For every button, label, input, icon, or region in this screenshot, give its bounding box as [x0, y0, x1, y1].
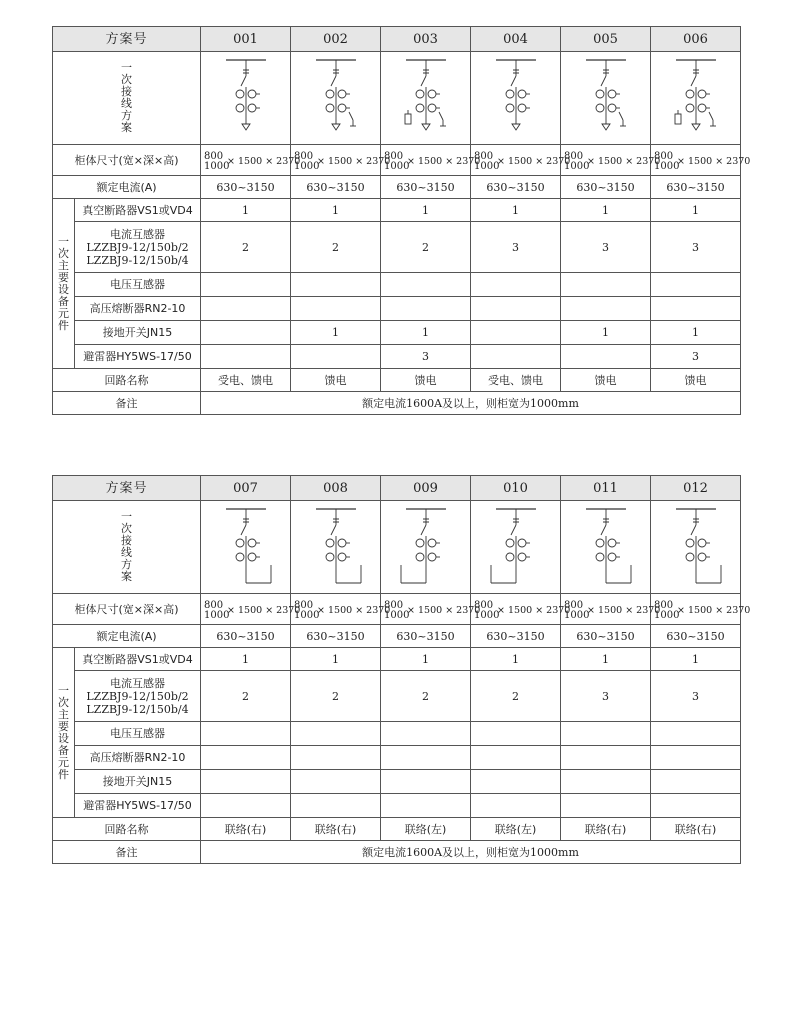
main-equipment-label-cell	[53, 199, 75, 369]
remark-label: 备注	[53, 392, 201, 415]
arrester-qty	[291, 345, 381, 369]
rated-current-label: 额定电流(A)	[53, 176, 201, 199]
ct-title: 电流互感器	[110, 227, 165, 241]
wiring-diagram	[651, 501, 741, 594]
ct-qty: 2	[201, 222, 291, 273]
equipment-row-fuse	[53, 297, 741, 321]
ct-qty: 3	[651, 222, 741, 273]
depth-height: × 1500 × 2370	[497, 605, 571, 616]
rated-current-value: 630~3150	[471, 176, 561, 199]
earth_switch-qty: 1	[381, 321, 471, 345]
cabinet-size-value	[201, 145, 301, 176]
width-800: 800	[204, 151, 224, 162]
arrester-qty: 3	[381, 345, 471, 369]
vt-qty	[651, 273, 741, 297]
width-800: 800	[294, 600, 314, 611]
equipment-row-vcb	[53, 648, 741, 671]
width-1000: 1000	[654, 610, 680, 621]
scheme-number: 001	[201, 27, 291, 52]
vcb-qty: 1	[651, 199, 741, 222]
circuit-name-label: 回路名称	[53, 818, 201, 841]
vcb-qty: 1	[651, 648, 741, 671]
vcb-qty: 1	[201, 199, 291, 222]
earth_switch-qty	[291, 770, 381, 794]
wiring-diagram	[291, 52, 381, 145]
width-800: 800	[474, 151, 494, 162]
remark-value: 额定电流1600A及以上，则柜宽为1000mm	[201, 841, 741, 864]
rated-current-value: 630~3150	[561, 625, 651, 648]
vcb-qty: 1	[471, 648, 561, 671]
rated-current-value: 630~3150	[381, 625, 471, 648]
ct-qty: 2	[381, 671, 471, 722]
arrester-qty	[381, 794, 471, 818]
circuit-name-value: 受电、馈电	[471, 369, 561, 392]
ct-model-1: LZZBJ9-12/150b/2	[86, 689, 189, 703]
arrester-qty	[291, 794, 381, 818]
scheme-number: 011	[561, 476, 651, 501]
circuit-name-value: 馈电	[291, 369, 381, 392]
wiring-diagram	[471, 501, 561, 594]
ct-qty: 2	[291, 222, 381, 273]
earth_switch-qty	[651, 770, 741, 794]
depth-height: × 1500 × 2370	[317, 605, 391, 616]
vcb-qty: 1	[561, 199, 651, 222]
ct-qty: 2	[381, 222, 471, 273]
rated-current-row	[53, 625, 741, 648]
vt-qty	[201, 722, 291, 746]
circuit-name-row	[53, 818, 741, 841]
vt-label: 电压互感器	[75, 722, 201, 746]
wiring-diagram	[471, 52, 561, 145]
wiring-diagram	[381, 501, 471, 594]
cabinet-size-row	[53, 145, 741, 176]
spec-table	[52, 475, 751, 864]
equipment-row-vcb	[53, 199, 741, 222]
width-1000: 1000	[384, 610, 410, 621]
depth-height: × 1500 × 2370	[587, 156, 661, 167]
earth_switch-qty: 1	[561, 321, 651, 345]
vt-label: 电压互感器	[75, 273, 201, 297]
equipment-row-earth_switch	[53, 770, 741, 794]
rated-current-label: 额定电流(A)	[53, 625, 201, 648]
rated-current-value: 630~3150	[651, 176, 741, 199]
single-line-diagram-icon	[211, 54, 281, 142]
fuse-qty	[291, 297, 381, 321]
cabinet-size-value	[381, 145, 481, 176]
rated-current-value: 630~3150	[201, 625, 291, 648]
vcb-qty: 1	[201, 648, 291, 671]
width-800: 800	[384, 151, 404, 162]
ct-qty: 2	[291, 671, 381, 722]
circuit-name-label: 回路名称	[53, 369, 201, 392]
ct-label	[75, 671, 201, 722]
diagram-row	[53, 501, 741, 594]
ct-model-2: LZZBJ9-12/150b/4	[86, 702, 189, 716]
vt-qty	[561, 722, 651, 746]
ct-model-1: LZZBJ9-12/150b/2	[86, 240, 189, 254]
single-line-diagram-icon	[301, 503, 371, 591]
single-line-diagram-icon	[391, 503, 461, 591]
fuse-qty	[381, 297, 471, 321]
earth_switch-qty	[471, 321, 561, 345]
scheme-number: 002	[291, 27, 381, 52]
remark-value: 额定电流1600A及以上，则柜宽为1000mm	[201, 392, 741, 415]
earth_switch-label: 接地开关JN15	[75, 321, 201, 345]
fuse-qty	[651, 297, 741, 321]
width-1000: 1000	[564, 161, 590, 172]
diagram-row	[53, 52, 741, 145]
circuit-name-value: 馈电	[381, 369, 471, 392]
vt-qty	[651, 722, 741, 746]
circuit-name-value: 联络(左)	[471, 818, 561, 841]
vcb-label: 真空断路器VS1或VD4	[75, 648, 201, 671]
rated-current-value: 630~3150	[201, 176, 291, 199]
fuse-qty	[471, 297, 561, 321]
rated-current-value: 630~3150	[291, 176, 381, 199]
wiring-diagram	[651, 52, 741, 145]
wiring-diagram	[561, 501, 651, 594]
main-equipment-label-cell	[53, 648, 75, 818]
wiring-diagram	[381, 52, 471, 145]
earth_switch-qty	[561, 770, 651, 794]
equipment-row-ct	[53, 222, 741, 273]
scheme-number: 012	[651, 476, 741, 501]
equipment-row-ct	[53, 671, 741, 722]
vcb-qty: 1	[561, 648, 651, 671]
depth-height: × 1500 × 2370	[587, 605, 661, 616]
cabinet-size-value	[471, 145, 571, 176]
wiring-diagram	[201, 52, 291, 145]
vcb-qty: 1	[291, 199, 381, 222]
fuse-qty	[201, 297, 291, 321]
fuse-qty	[471, 746, 561, 770]
width-800: 800	[564, 151, 584, 162]
scheme-number: 003	[381, 27, 471, 52]
vcb-qty: 1	[471, 199, 561, 222]
fuse-qty	[561, 746, 651, 770]
equipment-row-vt	[53, 273, 741, 297]
vt-qty	[471, 273, 561, 297]
wiring-diagram	[201, 501, 291, 594]
scheme-number: 005	[561, 27, 651, 52]
single-line-diagram-icon	[571, 54, 641, 142]
single-line-diagram-icon	[481, 503, 551, 591]
vcb-qty: 1	[381, 199, 471, 222]
earth_switch-qty	[201, 770, 291, 794]
rated-current-value: 630~3150	[291, 625, 381, 648]
equipment-row-arrester	[53, 345, 741, 369]
fuse-qty	[561, 297, 651, 321]
fuse-qty	[651, 746, 741, 770]
depth-height: × 1500 × 2370	[227, 156, 301, 167]
cabinet-size-value	[291, 594, 391, 625]
scheme-number: 010	[471, 476, 561, 501]
scheme-number: 004	[471, 27, 561, 52]
single-line-diagram-icon	[571, 503, 641, 591]
ct-qty: 3	[471, 222, 561, 273]
cabinet-size-label: 柜体尺寸(宽×深×高)	[53, 145, 201, 176]
circuit-name-value: 联络(右)	[651, 818, 741, 841]
width-800: 800	[384, 600, 404, 611]
equipment-row-fuse	[53, 746, 741, 770]
earth_switch-qty: 1	[651, 321, 741, 345]
depth-height: × 1500 × 2370	[677, 605, 751, 616]
equipment-row-arrester	[53, 794, 741, 818]
main-equipment-label: 一次主要设备元件	[58, 683, 69, 781]
arrester-label: 避雷器HY5WS-17/50	[75, 794, 201, 818]
single-line-diagram-icon	[391, 54, 461, 142]
rated-current-value: 630~3150	[471, 625, 561, 648]
ct-qty: 3	[651, 671, 741, 722]
cabinet-size-value	[651, 145, 751, 176]
vt-qty	[471, 722, 561, 746]
fuse-label: 高压熔断器RN2-10	[75, 297, 201, 321]
scheme-header-row	[53, 476, 741, 501]
vt-qty	[291, 273, 381, 297]
arrester-qty	[651, 794, 741, 818]
vcb-qty: 1	[381, 648, 471, 671]
scheme-number: 008	[291, 476, 381, 501]
depth-height: × 1500 × 2370	[497, 156, 571, 167]
width-800: 800	[654, 600, 674, 611]
arrester-qty	[201, 345, 291, 369]
width-1000: 1000	[474, 610, 500, 621]
wiring-diagram	[561, 52, 651, 145]
width-1000: 1000	[204, 610, 230, 621]
arrester-qty	[471, 794, 561, 818]
scheme-no-label: 方案号	[53, 476, 201, 501]
ct-qty: 2	[201, 671, 291, 722]
width-800: 800	[654, 151, 674, 162]
remark-row	[53, 392, 741, 415]
rated-current-value: 630~3150	[561, 176, 651, 199]
vt-qty	[381, 722, 471, 746]
cabinet-size-value	[651, 594, 751, 625]
ct-title: 电流互感器	[110, 676, 165, 690]
width-1000: 1000	[564, 610, 590, 621]
earth_switch-qty	[381, 770, 471, 794]
ct-label	[75, 222, 201, 273]
vt-qty	[201, 273, 291, 297]
single-line-diagram-icon	[481, 54, 551, 142]
earth_switch-label: 接地开关JN15	[75, 770, 201, 794]
scheme-number: 009	[381, 476, 471, 501]
diagram-label-cell	[53, 52, 201, 145]
width-800: 800	[294, 151, 314, 162]
arrester-qty	[201, 794, 291, 818]
cabinet-size-value	[381, 594, 481, 625]
scheme-no-label: 方案号	[53, 27, 201, 52]
diagram-label: 一次接线方案	[121, 61, 132, 134]
main-equipment-label: 一次主要设备元件	[58, 234, 69, 332]
depth-height: × 1500 × 2370	[407, 156, 481, 167]
cabinet-size-value	[201, 594, 301, 625]
ct-qty: 2	[471, 671, 561, 722]
circuit-name-value: 馈电	[651, 369, 741, 392]
depth-height: × 1500 × 2370	[317, 156, 391, 167]
vt-qty	[291, 722, 381, 746]
vcb-label: 真空断路器VS1或VD4	[75, 199, 201, 222]
width-1000: 1000	[384, 161, 410, 172]
fuse-qty	[381, 746, 471, 770]
fuse-qty	[291, 746, 381, 770]
circuit-name-value: 联络(右)	[201, 818, 291, 841]
circuit-name-value: 联络(右)	[291, 818, 381, 841]
cabinet-size-value	[561, 145, 661, 176]
width-1000: 1000	[294, 161, 320, 172]
circuit-name-value: 受电、馈电	[201, 369, 291, 392]
width-1000: 1000	[474, 161, 500, 172]
single-line-diagram-icon	[661, 503, 731, 591]
single-line-diagram-icon	[301, 54, 371, 142]
vt-qty	[381, 273, 471, 297]
arrester-qty: 3	[651, 345, 741, 369]
arrester-qty	[561, 345, 651, 369]
depth-height: × 1500 × 2370	[227, 605, 301, 616]
depth-height: × 1500 × 2370	[677, 156, 751, 167]
cabinet-size-value	[471, 594, 571, 625]
circuit-name-value: 联络(右)	[561, 818, 651, 841]
cabinet-size-value	[291, 145, 391, 176]
earth_switch-qty	[201, 321, 291, 345]
vcb-qty: 1	[291, 648, 381, 671]
scheme-header-row	[53, 27, 741, 52]
vt-qty	[561, 273, 651, 297]
arrester-label: 避雷器HY5WS-17/50	[75, 345, 201, 369]
arrester-qty	[471, 345, 561, 369]
remark-row	[53, 841, 741, 864]
width-800: 800	[474, 600, 494, 611]
scheme-number: 007	[201, 476, 291, 501]
fuse-label: 高压熔断器RN2-10	[75, 746, 201, 770]
cabinet-size-row	[53, 594, 741, 625]
arrester-qty	[561, 794, 651, 818]
equipment-row-vt	[53, 722, 741, 746]
circuit-name-value: 馈电	[561, 369, 651, 392]
spec-table	[52, 26, 751, 415]
rated-current-row	[53, 176, 741, 199]
rated-current-value: 630~3150	[651, 625, 741, 648]
earth_switch-qty	[471, 770, 561, 794]
width-1000: 1000	[654, 161, 680, 172]
single-line-diagram-icon	[661, 54, 731, 142]
single-line-diagram-icon	[211, 503, 281, 591]
width-1000: 1000	[204, 161, 230, 172]
scheme-number: 006	[651, 27, 741, 52]
fuse-qty	[201, 746, 291, 770]
earth_switch-qty: 1	[291, 321, 381, 345]
cabinet-size-value	[561, 594, 661, 625]
circuit-name-value: 联络(左)	[381, 818, 471, 841]
ct-qty: 3	[561, 222, 651, 273]
diagram-label-cell	[53, 501, 201, 594]
cabinet-size-label: 柜体尺寸(宽×深×高)	[53, 594, 201, 625]
wiring-diagram	[291, 501, 381, 594]
diagram-label: 一次接线方案	[121, 510, 132, 583]
depth-height: × 1500 × 2370	[407, 605, 481, 616]
ct-model-2: LZZBJ9-12/150b/4	[86, 253, 189, 267]
width-1000: 1000	[294, 610, 320, 621]
circuit-name-row	[53, 369, 741, 392]
rated-current-value: 630~3150	[381, 176, 471, 199]
ct-qty: 3	[561, 671, 651, 722]
equipment-row-earth_switch	[53, 321, 741, 345]
remark-label: 备注	[53, 841, 201, 864]
width-800: 800	[564, 600, 584, 611]
width-800: 800	[204, 600, 224, 611]
